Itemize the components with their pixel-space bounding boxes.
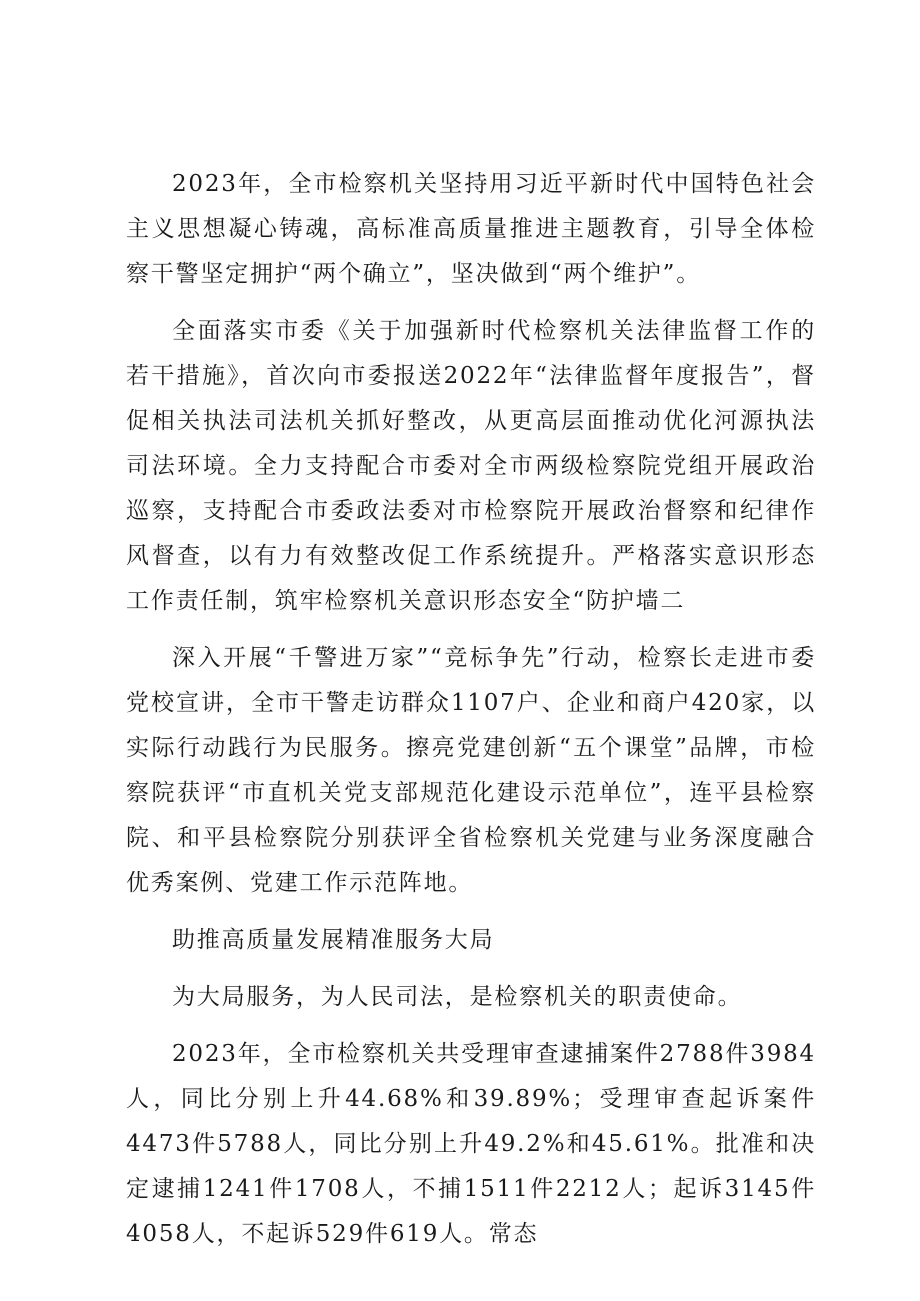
paragraph-legal-supervision: 全面落实市委《关于加强新时代检察机关法律监督工作的若干措施》，首次向市委报送2022年“法律监督年度报告”，督促相关执法司法机关抓好整改，从更高层面推动优化河源执法司法环境。全力支持配合市委对全市两级检察院党组开展政治巡察，支持配合市委政法委对市检察院开展政治督察和纪律作风督查，以有力有效整改促工作系统提升。严格落实意识形态工作责任制，筑牢检察机关意识形态安全“防护墙二 bbox=[126, 318, 816, 614]
paragraph-case-statistics: 2023年，全市检察机关共受理审查逮捕案件2788件3984人，同比分别上升44.68%和39.89%；受理审查起诉案件4473件5788人，同比分别上升49.2%和45.61%。批准和决定逮捕1241件1708人，不捕1511件2212人；起诉3145件4058人，不起诉529件619人。常态 bbox=[126, 1041, 816, 1247]
section-heading: 助推高质量发展精准服务大局 bbox=[172, 927, 495, 953]
paragraph-party-building: 深入开展“千警进万家”“竞标争先”行动，检察长走进市委党校宣讲，全市干警走访群众1107户、企业和商户420家，以实际行动践行为民服务。擦亮党建创新“五个课堂”品牌，市检察院获评“市直机关党支部规范化建设示范单位”，连平县检察院、和平县检察院分别获评全省检察机关党建与业务深度融合优秀案例、党建工作示范阵地。 bbox=[126, 645, 816, 896]
paragraph-mission: 为大局服务，为人民司法，是检察机关的职责使命。 bbox=[172, 984, 743, 1010]
paragraph-theme-education: 2023年，全市检察机关坚持用习近平新时代中国特色社会主义思想凝心铸魂，高标准高质量推进主题教育，引导全体检察干警坚定拥护“两个确立”，坚决做到“两个维护”。 bbox=[126, 171, 816, 287]
document-body bbox=[126, 162, 816, 1269]
